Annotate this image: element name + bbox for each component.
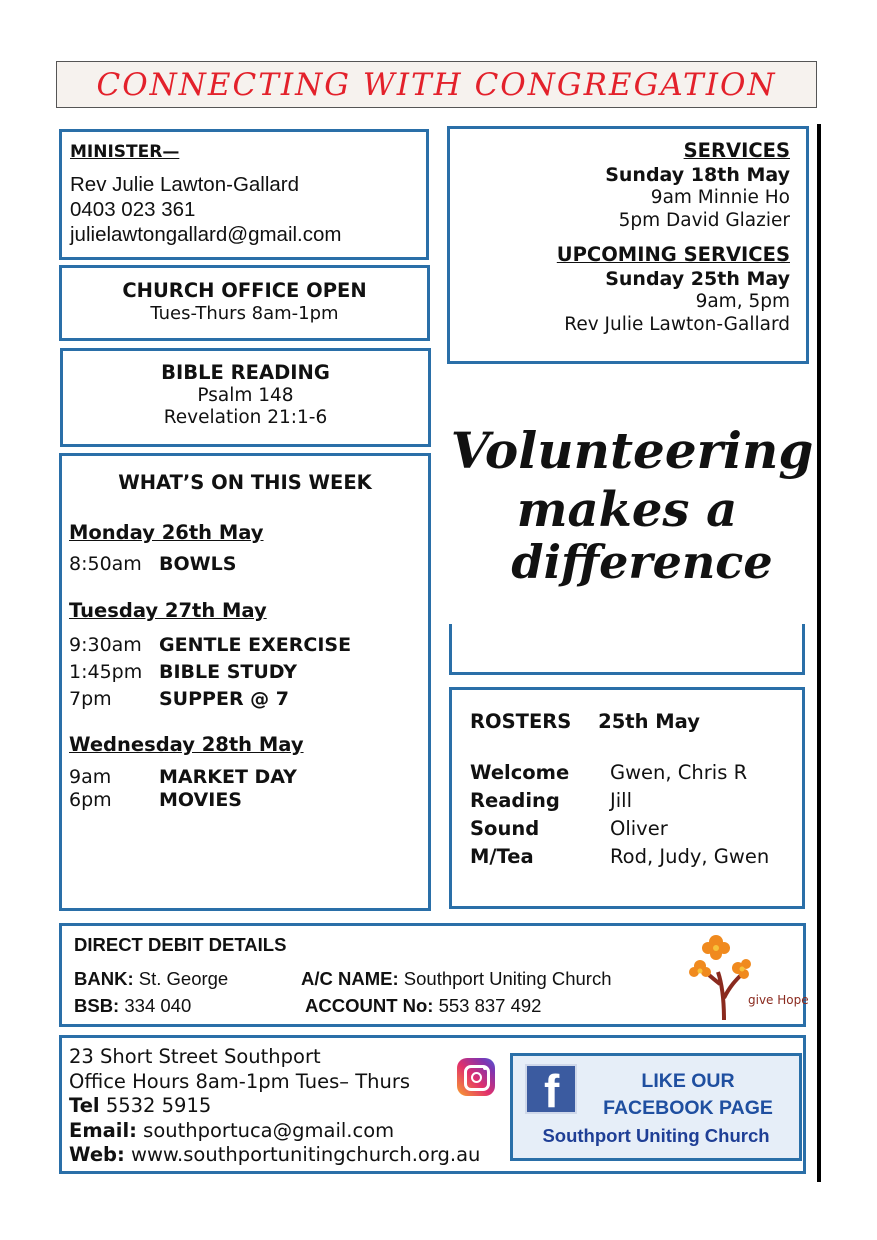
acname-value: Southport Uniting Church xyxy=(403,968,612,989)
office-hours: Tues-Thurs 8am-1pm xyxy=(150,303,339,324)
debit-heading: DIRECT DEBIT DETAILS xyxy=(74,934,287,955)
account-label: ACCOUNT No: xyxy=(305,995,434,1016)
event-row xyxy=(69,659,351,686)
event-time: 6pm xyxy=(69,789,112,811)
give-hope-logo xyxy=(686,928,809,1024)
tel-value[interactable]: 5532 5915 xyxy=(105,1094,212,1117)
web-label: Web: xyxy=(69,1143,125,1166)
event-name: MARKET DAY xyxy=(159,766,297,788)
facebook-line-2: FACEBOOK PAGE xyxy=(603,1097,773,1119)
office-heading: CHURCH OFFICE OPEN xyxy=(122,279,367,302)
upcoming-services-heading: UPCOMING SERVICES xyxy=(556,243,790,266)
event-time: 7pm xyxy=(69,688,112,710)
acname-label: A/C NAME: xyxy=(301,968,399,989)
whats-on-box xyxy=(59,453,431,911)
rosters-heading: ROSTERS xyxy=(470,710,572,733)
page-title: CONNECTING WITH CONGREGATION xyxy=(96,66,777,103)
bible-box xyxy=(60,348,431,447)
roster-names: Oliver xyxy=(610,817,668,840)
bsb-value: 334 040 xyxy=(124,995,192,1016)
event-row xyxy=(69,553,236,575)
day-heading: Wednesday 28th May xyxy=(69,733,304,756)
whats-on-heading: WHAT’S ON THIS WEEK xyxy=(118,471,372,494)
event-name: GENTLE EXERCISE xyxy=(159,634,352,656)
give-hope-text: give Hope xyxy=(748,993,809,1007)
services-line-1: 9am Minnie Ho xyxy=(650,187,790,208)
roster-names: Gwen, Chris R xyxy=(610,761,748,784)
bible-line-1: Psalm 148 xyxy=(197,385,294,406)
roster-role: M/Tea xyxy=(470,845,534,868)
web-value[interactable]: www.southportunitingchurch.org.au xyxy=(131,1143,481,1166)
give-hope-flower-icon xyxy=(686,928,809,1024)
minister-heading: MINISTER— xyxy=(70,142,180,162)
day-heading: Monday 26th May xyxy=(69,521,264,544)
page-header xyxy=(56,61,817,108)
rosters-date: 25th May xyxy=(598,710,700,733)
services-line-2: 5pm David Glazier xyxy=(618,210,790,231)
address: 23 Short Street Southport xyxy=(69,1045,321,1068)
minister-email[interactable]: julielawtongallard@gmail.com xyxy=(70,223,342,246)
roster-row xyxy=(470,759,769,787)
roster-role: Welcome xyxy=(470,761,570,784)
event-row xyxy=(69,789,297,812)
day-heading: Tuesday 27th May xyxy=(69,599,267,622)
account-value: 553 837 492 xyxy=(438,995,542,1016)
vertical-divider xyxy=(817,124,821,1182)
volunteer-lettering xyxy=(450,380,814,624)
bsb-label: BSB: xyxy=(74,995,120,1016)
upcoming-line-2: Rev Julie Lawton-Gallard xyxy=(564,314,790,335)
bank-label: BANK: xyxy=(74,968,134,989)
event-name: SUPPER @ 7 xyxy=(159,688,290,710)
event-time: 9:30am xyxy=(69,634,142,656)
upcoming-line-1: 9am, 5pm xyxy=(695,291,790,312)
upcoming-date: Sunday 25th May xyxy=(605,268,790,290)
roster-names: Jill xyxy=(610,789,633,812)
event-row xyxy=(69,632,351,659)
volunteer-line-3: difference xyxy=(511,535,773,589)
email-value[interactable]: southportuca@gmail.com xyxy=(143,1118,395,1142)
volunteer-image xyxy=(450,380,814,624)
bank-value: St. George xyxy=(138,968,229,989)
minister-name: Rev Julie Lawton-Gallard xyxy=(70,173,300,196)
roster-role: Reading xyxy=(470,789,560,812)
minister-phone[interactable]: 0403 023 361 xyxy=(70,198,196,221)
office-hours-line: Office Hours 8am-1pm Tues– Thurs xyxy=(69,1069,411,1093)
rosters-box xyxy=(449,687,805,909)
event-time: 9am xyxy=(69,766,112,788)
office-box xyxy=(59,265,430,341)
facebook-icon[interactable]: f xyxy=(525,1064,577,1114)
roster-row xyxy=(470,815,769,843)
direct-debit-box xyxy=(59,923,809,1027)
services-date: Sunday 18th May xyxy=(605,164,790,186)
roster-role: Sound xyxy=(470,817,540,840)
facebook-line-1: LIKE OUR xyxy=(641,1070,735,1092)
email-label: Email: xyxy=(69,1118,137,1142)
services-heading: SERVICES xyxy=(683,139,790,162)
event-name: BIBLE STUDY xyxy=(159,661,297,683)
roster-names: Rod, Judy, Gwen xyxy=(610,845,770,868)
event-row xyxy=(69,686,351,713)
event-row xyxy=(69,766,297,789)
volunteer-line-2: makes a xyxy=(516,482,738,538)
volunteer-frame xyxy=(449,624,805,675)
event-name: BOWLS xyxy=(159,553,237,575)
volunteer-line-1: Volunteering xyxy=(450,421,814,480)
event-time: 1:45pm xyxy=(69,661,143,683)
facebook-box[interactable] xyxy=(510,1053,802,1161)
facebook-page-name: Southport Uniting Church xyxy=(542,1125,770,1146)
event-name: MOVIES xyxy=(159,789,242,811)
instagram-icon[interactable] xyxy=(457,1058,495,1096)
services-box xyxy=(447,126,809,364)
minister-box xyxy=(59,129,429,260)
bible-line-2: Revelation 21:1-6 xyxy=(163,407,328,428)
tel-label: Tel xyxy=(69,1094,100,1117)
event-time: 8:50am xyxy=(69,553,142,575)
bible-heading: BIBLE READING xyxy=(161,361,330,384)
roster-row xyxy=(470,787,769,815)
roster-row xyxy=(470,843,769,871)
